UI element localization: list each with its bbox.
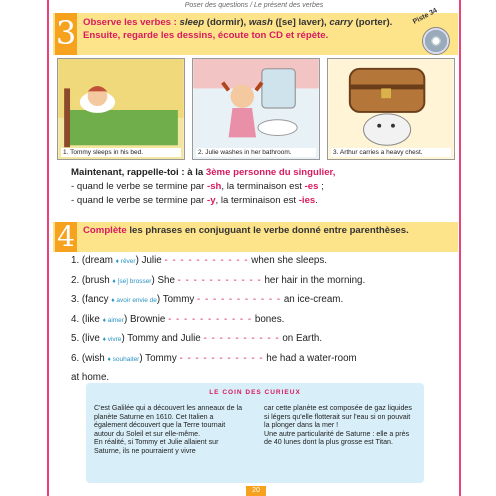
exercise-number: 3: [55, 13, 77, 55]
grammar-rule: [71, 166, 441, 208]
verb-translation: (dormir),: [204, 17, 249, 28]
curiosity-right-column: [264, 404, 414, 447]
rule-line-y: - quand le verbe se termine par -y, la terminaison est -ies.: [71, 195, 318, 206]
translation-hint: ♦ souhaiter: [107, 355, 140, 363]
exercise-3-instruction: [83, 16, 413, 42]
page-number: 20: [246, 486, 266, 496]
rule-line-sh: - quand le verbe se termine par -sh, la terminaison est -es ;: [71, 181, 324, 192]
sentence: 4. (like ♦ aimer) Brownie - - - - - - - - - - - bones.: [71, 313, 285, 325]
page-header: Poser des questions / Le présent des verbes: [184, 2, 324, 9]
cd-track-label: Piste 34: [411, 7, 439, 26]
girl-washing-illustration: [193, 59, 319, 159]
sentence-continuation: at home.: [71, 372, 110, 383]
curiosity-paragraph: C'est Galilée qui a découvert les anneaux de la planète Saturne en 1610. Cet Italien a également découvert que la Terre tournait autour du Soleil et sur elle-même.: [94, 404, 243, 438]
rule-highlight: 3ème personne du singulier,: [205, 167, 336, 178]
curiosity-title: LE COIN DES CURIEUX: [209, 389, 301, 396]
curiosity-box: [86, 383, 424, 483]
exercise-4-instruction: [83, 224, 413, 237]
verb-translation: (porter).: [352, 17, 393, 28]
exercise-3-banner: [53, 7, 458, 55]
picture-sleep: [57, 58, 185, 160]
verb-sleep: sleep: [179, 17, 205, 28]
translation-hint: ♦ vivre: [102, 336, 122, 343]
picture-carry: [327, 58, 455, 160]
boy-carrying-chest-illustration: [328, 59, 454, 159]
sentence: 3. (fancy ♦ avoir envie de) Tommy - - - - - - - - - - - an ice-cream.: [71, 294, 344, 305]
ending-es: -es: [304, 181, 319, 192]
sentence: 1. (dream ♦ rêver) Julie - - - - - - - - - - - when she sleeps.: [71, 255, 327, 266]
sentence: 5. (live ♦ vivre) Tommy and Julie - - - - - - - - - - on Earth.: [71, 333, 323, 344]
ending-ies: -ies: [298, 195, 316, 206]
verb-carry: carry: [329, 17, 353, 28]
sentence-list: [71, 251, 451, 388]
instruction-text: Ensuite, regarde les dessins, écoute ton CD et répète.: [83, 30, 329, 41]
picture-caption: 1. Tommy sleeps in his bed.: [61, 148, 181, 157]
answer-blank[interactable]: - - - - - - - - - - -: [179, 352, 264, 364]
boy-sleeping-illustration: [58, 59, 184, 159]
answer-blank[interactable]: - - - - - - - - - - -: [197, 294, 282, 305]
curiosity-left-column: [94, 404, 244, 456]
translation-hint: ♦ aimer: [102, 316, 124, 324]
exercise-4-banner: [53, 222, 458, 252]
instruction-text: Observe les verbes :: [83, 17, 180, 28]
curiosity-paragraph: Une autre particularité de Saturne : elle a près de 40 lunes dont la plus grosse est Titan.: [264, 429, 410, 447]
translation-hint: ♦ avoir envie de: [111, 297, 157, 304]
cd-track[interactable]: [411, 7, 450, 53]
workbook-page: [47, 0, 461, 496]
answer-blank[interactable]: - - - - - - - - - - -: [177, 274, 262, 286]
exercise-number: 4: [55, 222, 77, 252]
answer-blank[interactable]: - - - - - - - - - - -: [164, 255, 249, 266]
picture-caption: 3. Arthur carries a heavy chest.: [331, 148, 451, 157]
curiosity-paragraph: En réalité, si Tommy et Julie allaient sur Saturne, ils ne pourraient y vivre: [94, 438, 219, 455]
ending-sh: -sh: [207, 181, 222, 192]
ending-y: -y: [207, 195, 216, 206]
instruction-text: les phrases en conjuguant le verbe donné entre parenthèses.: [126, 225, 409, 236]
translation-hint: ♦ rêver: [115, 258, 136, 265]
picture-wash: [192, 58, 320, 160]
instruction-verb: Complète: [83, 225, 127, 236]
answer-blank[interactable]: - - - - - - - - - - -: [168, 313, 253, 325]
picture-caption: 2. Julie washes in her bathroom.: [196, 148, 316, 157]
illustrations: [57, 58, 455, 160]
translation-hint: ♦ [se] brosser: [112, 277, 152, 285]
sentence: 2. (brush ♦ [se] brosser) She - - - - - - - - - - - her hair in the morning.: [71, 274, 366, 286]
curiosity-paragraph: car cette planète est composée de gaz liquides si légers qu'elle flotterait sur l'eau si on pouvait la plonger dans la mer !: [264, 404, 412, 430]
sentence: 6. (wish ♦ souhaiter) Tommy - - - - - - - - - - - he had a water-room: [71, 352, 357, 364]
verb-wash: wash: [248, 17, 273, 28]
rule-intro: Maintenant, rappelle-toi : à la 3ème personne du singulier,: [71, 167, 336, 178]
cd-icon: [422, 27, 450, 55]
answer-blank[interactable]: - - - - - - - - - -: [203, 333, 280, 344]
verb-translation: ([se] laver),: [272, 17, 330, 28]
